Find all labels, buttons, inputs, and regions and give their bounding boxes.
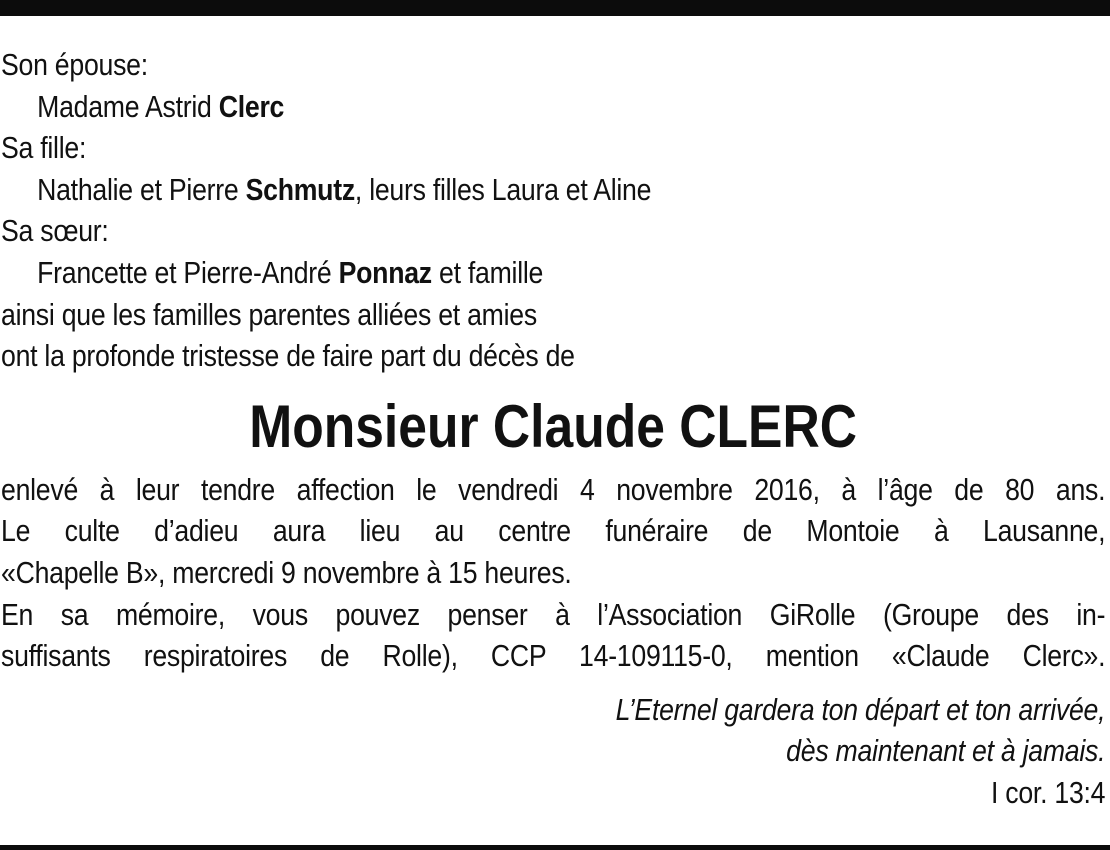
daughter-surname: Schmutz — [245, 171, 355, 207]
sister-line — [1, 252, 1105, 294]
spouse-line — [1, 86, 1105, 128]
details-line-5: suffisants respiratoires de Rolle), CCP 14-109115-0, mention «Claude Clerc». — [1, 638, 1106, 674]
spouse-surname: Clerc — [218, 88, 285, 124]
sister-name: Francette et Pierre-André — [37, 254, 339, 290]
details-line-1: enlevé à leur tendre affection le vendredi 4 novembre 2016, à l’âge de 80 ans. — [1, 471, 1106, 507]
top-border — [0, 0, 1110, 16]
death-notice — [1, 44, 1105, 814]
sister-suffix: et famille — [431, 254, 544, 290]
announcement-line: ont la profonde tristesse de faire part du décès de — [1, 338, 575, 374]
verse-line-2: dès maintenant et à jamais. — [786, 733, 1106, 769]
verse-line-1: L’Eternel gardera ton départ et ton arrivée, — [615, 691, 1106, 727]
details-line-3: «Chapelle B», mercredi 9 novembre à 15 heures. — [1, 554, 572, 590]
sister-surname: Ponnaz — [338, 254, 432, 290]
sister-label: Sa sœur: — [1, 213, 109, 249]
relatives-line: ainsi que les familles parentes alliées et amies — [1, 296, 537, 332]
deceased-name: Monsieur Claude CLERC — [249, 392, 858, 460]
daughter-line — [1, 169, 1105, 211]
details-line-2: Le culte d’adieu aura lieu au centre funéraire de Montoie à Lausanne, — [1, 513, 1106, 549]
daughter-suffix: , leurs filles Laura et Aline — [354, 171, 652, 207]
daughter-name: Nathalie et Pierre — [37, 171, 246, 207]
spouse-label: Son épouse: — [1, 47, 148, 82]
daughter-label: Sa fille: — [1, 130, 87, 166]
spouse-name: Madame Astrid — [37, 88, 219, 124]
details-line-4: En sa mémoire, vous pouvez penser à l’Association GiRolle (Groupe des in- — [1, 596, 1106, 632]
bottom-border — [0, 845, 1110, 850]
verse-reference: I cor. 13:4 — [990, 774, 1106, 810]
